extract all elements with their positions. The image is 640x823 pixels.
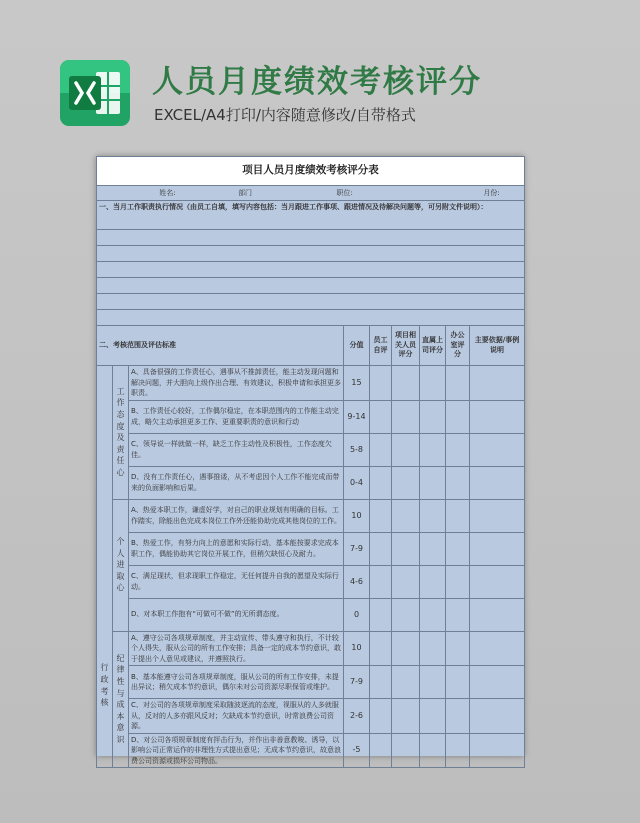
group-label (113, 631, 129, 768)
self-score-cell[interactable] (370, 666, 392, 699)
office-score-cell[interactable] (446, 565, 470, 598)
position-label: 职位: (336, 188, 353, 197)
office-score-cell[interactable] (446, 631, 470, 666)
self-score-cell[interactable] (370, 366, 392, 401)
criterion-text: C、领导说一样就做一样，缺乏工作主动性及积极性，工作态度欠佳。 (129, 433, 344, 466)
manager-score-cell[interactable] (420, 433, 446, 466)
criterion-text: C、满足现状，但求现职工作稳定，无任何提升自我的愿望及实际行动。 (129, 565, 344, 598)
group-label (113, 366, 129, 500)
blank-row[interactable] (97, 294, 525, 310)
info-row (97, 186, 525, 201)
peer-score-cell[interactable] (392, 466, 420, 499)
header-manager: 直属上司评分 (420, 326, 446, 366)
spreadsheet-preview (96, 156, 524, 765)
manager-score-cell[interactable] (420, 565, 446, 598)
self-score-cell[interactable] (370, 565, 392, 598)
manager-score-cell[interactable] (420, 666, 446, 699)
manager-score-cell[interactable] (420, 499, 446, 532)
office-score-cell[interactable] (446, 466, 470, 499)
criterion-text: B、基本能遵守公司各项规章制度，服从公司的所有工作安排，未提出异议；稍欠成本节约意识，偶尔未对公司资源尽职保管或维护。 (129, 666, 344, 699)
peer-score-cell[interactable] (392, 400, 420, 433)
criterion-text: B、工作责任心较好，工作偶尔稳定，在本职范围内的工作能主动完成，略欠主动承担更多工作、更重要职责的意识和行动 (129, 400, 344, 433)
criterion-text: D、没有工作责任心，遇事推诿，从不考虑因个人工作不能完成而带来的负面影响和后果。 (129, 466, 344, 499)
criterion-score: 9-14 (344, 400, 370, 433)
section2-heading: 二、考核范围及评估标准 (97, 326, 344, 366)
peer-score-cell[interactable] (392, 631, 420, 666)
banner-title: 人员月度绩效考核评分 (152, 64, 482, 100)
self-score-cell[interactable] (370, 400, 392, 433)
criterion-score: 5-8 (344, 433, 370, 466)
section1-heading: 一、当月工作职责执行情况（由员工自填，填写内容包括：当月跟进工作事项、跟进情况及待解决问题等，可另附文件说明）： (97, 201, 525, 230)
self-score-cell[interactable] (370, 466, 392, 499)
office-score-cell[interactable] (446, 532, 470, 565)
basis-cell[interactable] (470, 733, 525, 768)
basis-cell[interactable] (470, 433, 525, 466)
header-score: 分值 (344, 326, 370, 366)
sheet-title: 项目人员月度绩效考核评分表 (97, 157, 525, 186)
criterion-score: -5 (344, 733, 370, 768)
peer-score-cell[interactable] (392, 532, 420, 565)
criterion-text: A、具备很强的工作责任心，遇事从不推卸责任，能主动发现问题和解决问题，并大胆向上级作出合理、有效建议，积极申请和承担更多职责。 (129, 366, 344, 401)
criterion-score: 15 (344, 366, 370, 401)
office-score-cell[interactable] (446, 699, 470, 734)
peer-score-cell[interactable] (392, 598, 420, 631)
office-score-cell[interactable] (446, 666, 470, 699)
self-score-cell[interactable] (370, 699, 392, 734)
blank-row[interactable] (97, 262, 525, 278)
peer-score-cell[interactable] (392, 366, 420, 401)
office-score-cell[interactable] (446, 366, 470, 401)
manager-score-cell[interactable] (420, 400, 446, 433)
banner-subtitle: EXCEL/A4打印/内容随意修改/自带格式 (154, 106, 416, 124)
criterion-score: 10 (344, 631, 370, 666)
manager-score-cell[interactable] (420, 733, 446, 768)
basis-cell[interactable] (470, 565, 525, 598)
criterion-text: A、遵守公司各项规章制度，并主动宣传、带头遵守和执行，不计较个人得失，服从公司的所有工作安排；具备一定的成本节约意识，敢于提出个人意见或建议，并遵照执行。 (129, 631, 344, 666)
name-label: 姓名: (159, 188, 176, 197)
blank-row[interactable] (97, 278, 525, 294)
manager-score-cell[interactable] (420, 631, 446, 666)
header-peer: 项目相关人员评分 (392, 326, 420, 366)
self-score-cell[interactable] (370, 733, 392, 768)
blank-row[interactable] (97, 310, 525, 326)
criterion-score: 7-9 (344, 666, 370, 699)
office-score-cell[interactable] (446, 499, 470, 532)
category-text: 行政考核 (100, 663, 109, 708)
month-label: 月份: (483, 188, 500, 197)
manager-score-cell[interactable] (420, 598, 446, 631)
excel-logo-icon (60, 60, 130, 126)
criterion-text: A、热爱本职工作，谦虚好学，对自己的职业规划有明确的目标。工作踏实，除能出色完成本岗位工作外还能协助完成其他岗位的工作。 (129, 499, 344, 532)
group-text: 工作态度及责任心 (116, 386, 125, 478)
evaluation-table (96, 156, 525, 768)
header-basis: 主要依据/事例说明 (470, 326, 525, 366)
basis-cell[interactable] (470, 631, 525, 666)
criterion-score: 7-9 (344, 532, 370, 565)
criterion-text: C、对公司的各项规章制度采取随波逐流的态度，视服从的人多就服从，反对的人多亦跟风反对；欠缺成本节约意识，时常浪费公司资源。 (129, 699, 344, 734)
basis-cell[interactable] (470, 699, 525, 734)
basis-cell[interactable] (470, 499, 525, 532)
dept-label: 部门 (238, 188, 253, 197)
self-score-cell[interactable] (370, 631, 392, 666)
criterion-score: 0-4 (344, 466, 370, 499)
peer-score-cell[interactable] (392, 666, 420, 699)
criterion-text: B、热爱工作，有努力向上的意愿和实际行动，基本能按要求完成本职工作，偶能协助其它岗位开展工作，但稍欠缺恒心及耐力。 (129, 532, 344, 565)
criterion-score: 2-6 (344, 699, 370, 734)
peer-score-cell[interactable] (392, 433, 420, 466)
header-self: 员工自评 (370, 326, 392, 366)
office-score-cell[interactable] (446, 598, 470, 631)
office-score-cell[interactable] (446, 400, 470, 433)
manager-score-cell[interactable] (420, 699, 446, 734)
criterion-score: 10 (344, 499, 370, 532)
office-score-cell[interactable] (446, 733, 470, 768)
peer-score-cell[interactable] (392, 733, 420, 768)
self-score-cell[interactable] (370, 598, 392, 631)
basis-cell[interactable] (470, 598, 525, 631)
basis-cell[interactable] (470, 366, 525, 401)
blank-row[interactable] (97, 230, 525, 246)
basis-cell[interactable] (470, 400, 525, 433)
self-score-cell[interactable] (370, 532, 392, 565)
criterion-score: 4-6 (344, 565, 370, 598)
header-office: 办公室评分 (446, 326, 470, 366)
office-score-cell[interactable] (446, 433, 470, 466)
group-text: 纪律性与成本意识 (116, 653, 125, 745)
peer-score-cell[interactable] (392, 565, 420, 598)
manager-score-cell[interactable] (420, 532, 446, 565)
manager-score-cell[interactable] (420, 366, 446, 401)
criterion-text: D、对本职工作抱有“可做可不做”的无所谓态度。 (129, 598, 344, 631)
basis-cell[interactable] (470, 666, 525, 699)
manager-score-cell[interactable] (420, 466, 446, 499)
basis-cell[interactable] (470, 532, 525, 565)
blank-row[interactable] (97, 246, 525, 262)
group-label (113, 499, 129, 631)
category-label (97, 366, 113, 768)
peer-score-cell[interactable] (392, 699, 420, 734)
group-text: 个人进取心 (116, 537, 125, 593)
basis-cell[interactable] (470, 466, 525, 499)
self-score-cell[interactable] (370, 433, 392, 466)
self-score-cell[interactable] (370, 499, 392, 532)
criterion-text: D、对公司各项规章制度有抨击行为，并作出非善意教唆、诱导，以影响公司正常运作的非理性方式提出意见；无成本节约意识，故意浪费公司资源或损坏公司物品。 (129, 733, 344, 768)
criterion-score: 0 (344, 598, 370, 631)
peer-score-cell[interactable] (392, 499, 420, 532)
